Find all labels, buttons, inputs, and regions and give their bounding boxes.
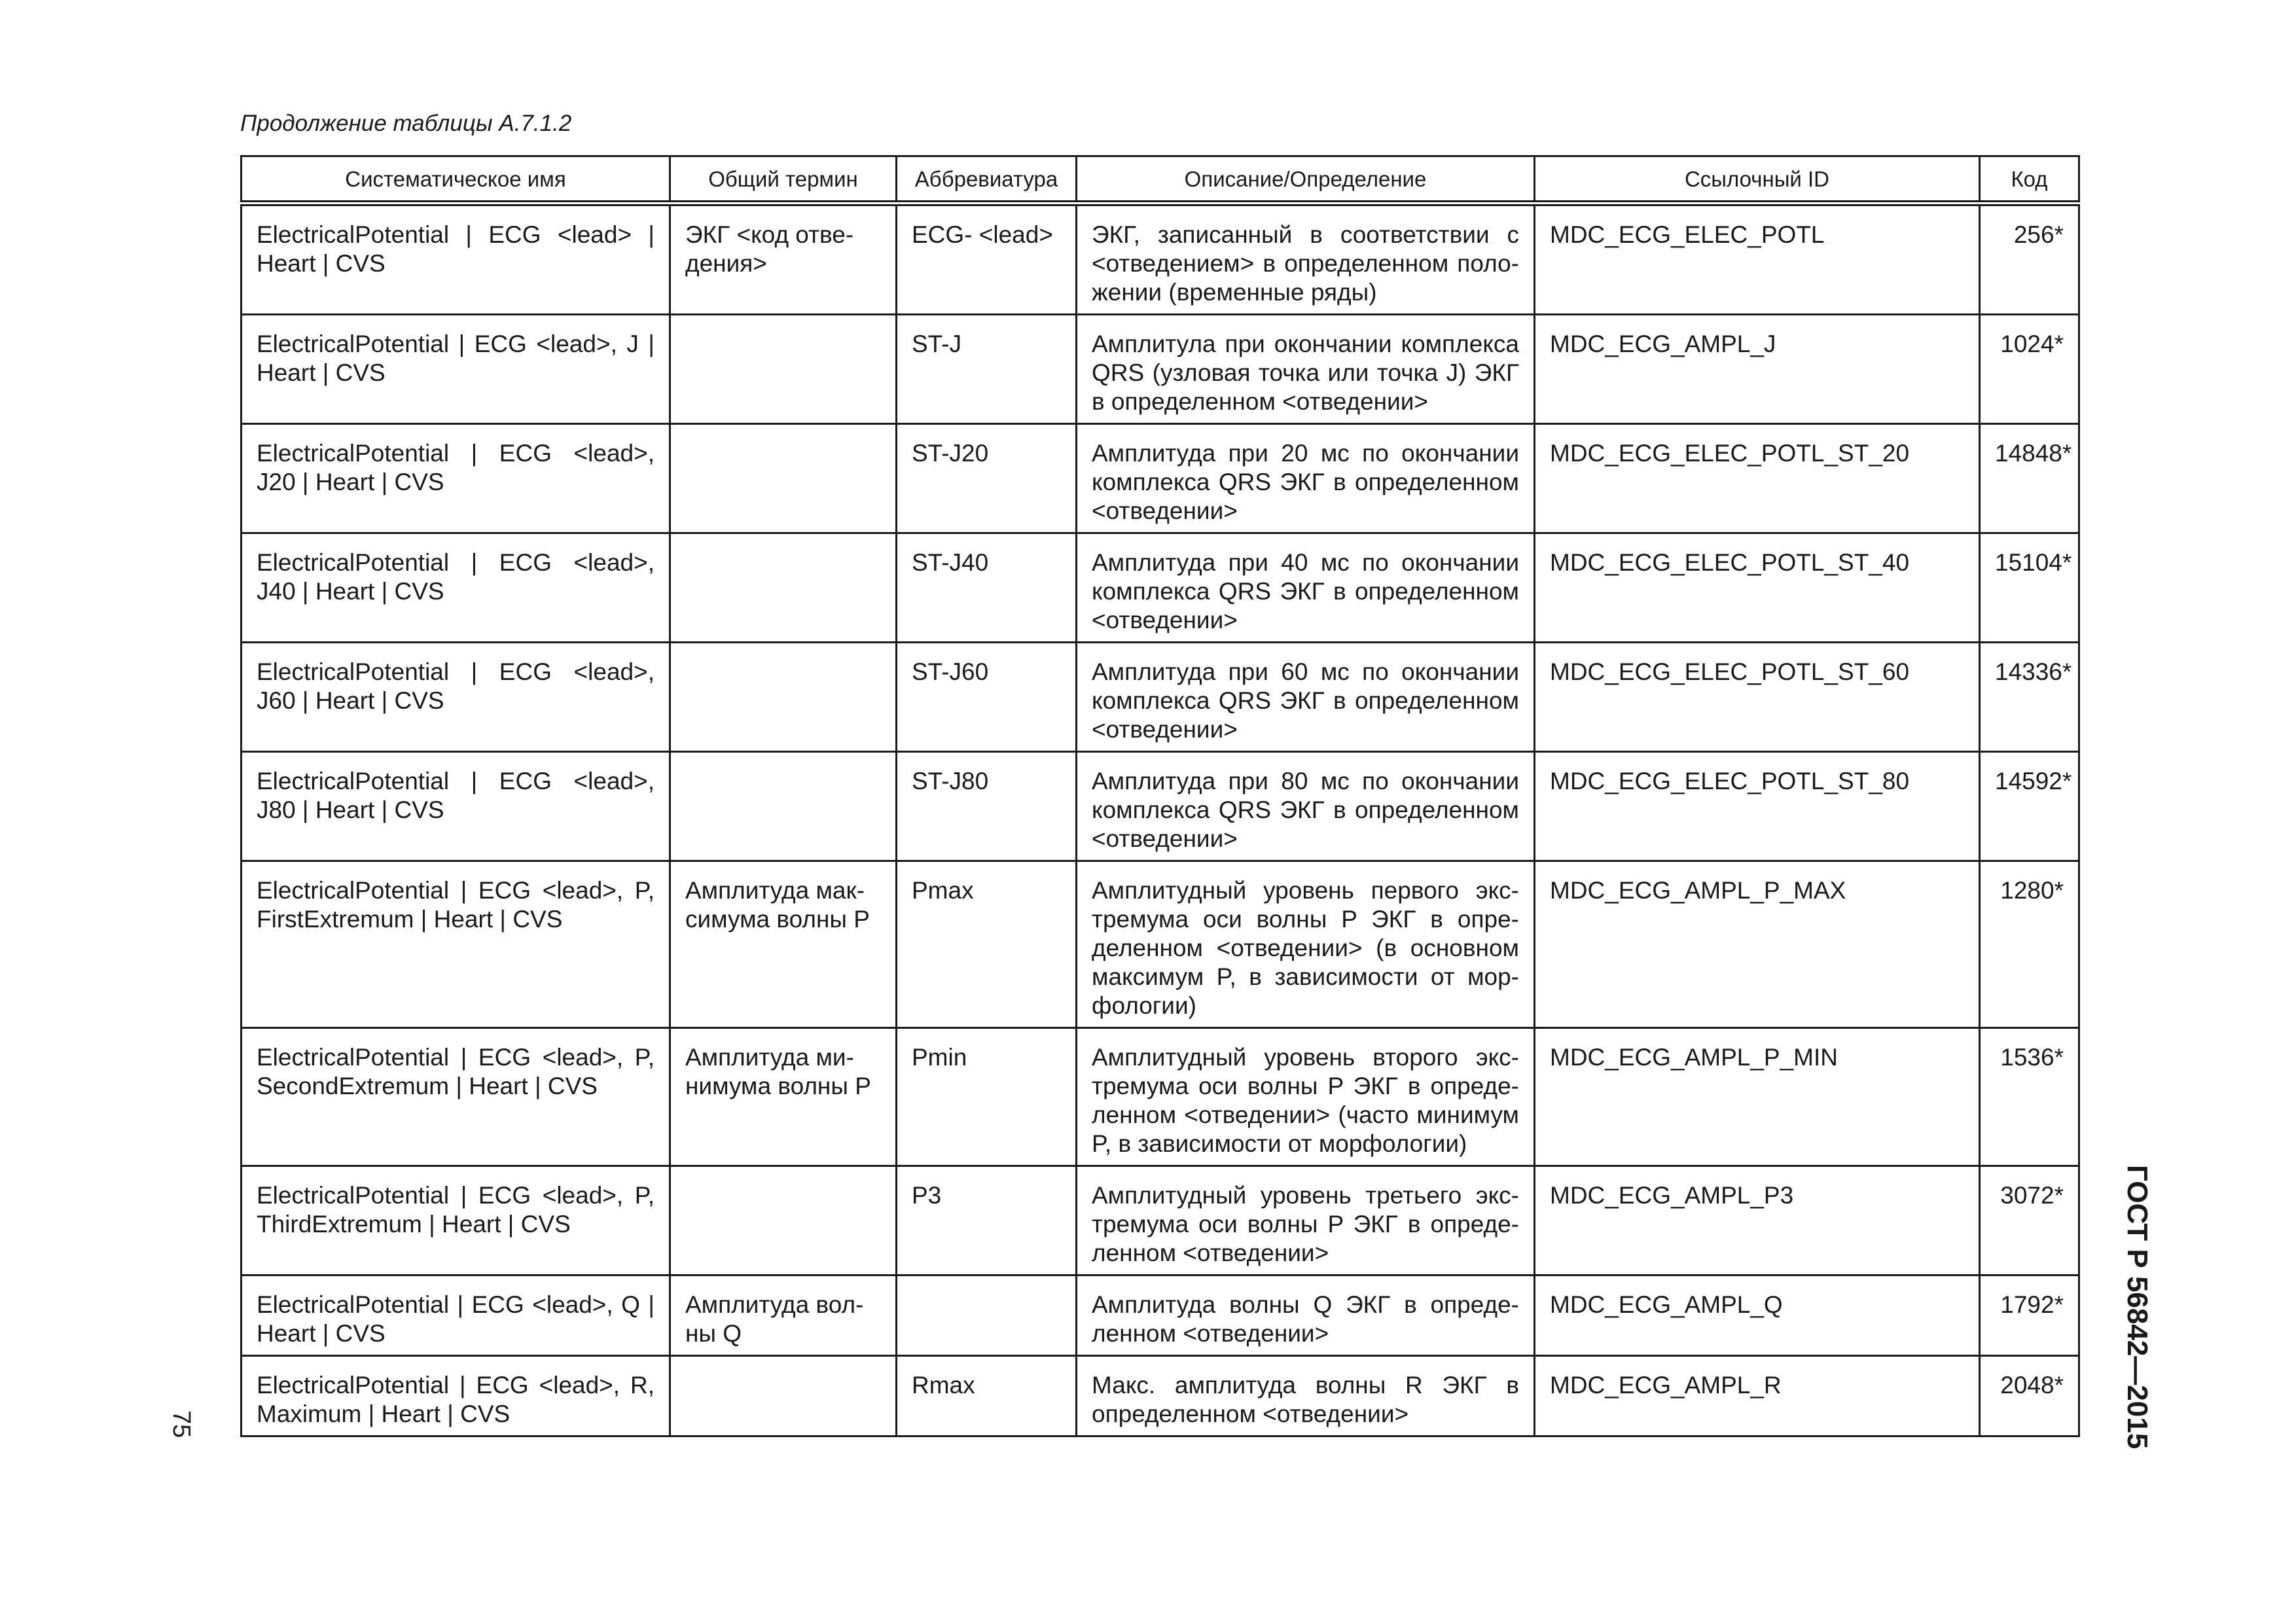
header-description: Описание/Определение	[1077, 156, 1535, 204]
table-row	[242, 1275, 2079, 1356]
table-row	[242, 861, 2079, 1028]
cell-common-term	[670, 424, 897, 533]
cell-code: 14592*	[1980, 752, 2079, 861]
cell-systematic-name: ElectricalPotential | ECG <lead>, J | Heart | CVS	[242, 315, 670, 424]
cell-abbreviation	[897, 1275, 1077, 1356]
cell-systematic-name: ElectricalPotential | ECG <lead> | Heart | CVS	[242, 204, 670, 315]
cell-description: Амплитудный уровень второго экс-тремума оси волны P ЭКГ в опреде-ленном <отведении> (часто минимум P, в зависимости от морфологии)	[1077, 1028, 1535, 1166]
cell-abbreviation: ST-J20	[897, 424, 1077, 533]
cell-common-term	[670, 315, 897, 424]
cell-reference-id: MDC_ECG_ELEC_POTL_ST_40	[1535, 533, 1980, 643]
cell-systematic-name: ElectricalPotential | ECG <lead>, J60 | Heart | CVS	[242, 643, 670, 752]
header-reference-id: Ссылочный ID	[1535, 156, 1980, 204]
table-header-row	[242, 156, 2079, 204]
table-row	[242, 1028, 2079, 1166]
cell-code: 1536*	[1980, 1028, 2079, 1166]
cell-common-term	[670, 752, 897, 861]
standard-identifier: ГОСТ Р 56842—2015	[2121, 1165, 2153, 1450]
cell-abbreviation: Rmax	[897, 1356, 1077, 1436]
cell-description: Амплитудный уровень третьего экс-тремума оси волны P ЭКГ в опреде-ленном <отведении>	[1077, 1166, 1535, 1275]
cell-description: Амплитуда при 80 мс по окончании комплекса QRS ЭКГ в определенном <отведении>	[1077, 752, 1535, 861]
cell-description: Амплитуда волны Q ЭКГ в опреде-ленном <отведении>	[1077, 1275, 1535, 1356]
cell-description: Амплитуда при 60 мс по окончании комплекса QRS ЭКГ в определенном <отведении>	[1077, 643, 1535, 752]
cell-reference-id: MDC_ECG_AMPL_R	[1535, 1356, 1980, 1436]
cell-abbreviation: Pmax	[897, 861, 1077, 1028]
cell-abbreviation: ST-J60	[897, 643, 1077, 752]
cell-systematic-name: ElectricalPotential | ECG <lead>, R, Maximum | Heart | CVS	[242, 1356, 670, 1436]
cell-common-term: Амплитуда ми-нимума волны P	[670, 1028, 897, 1166]
cell-description: Амплитула при окончании комплекса QRS (узловая точка или точка J) ЭКГ в определенном <отведении>	[1077, 315, 1535, 424]
table-row	[242, 204, 2079, 315]
cell-reference-id: MDC_ECG_AMPL_J	[1535, 315, 1980, 424]
cell-code: 2048*	[1980, 1356, 2079, 1436]
cell-common-term: ЭКГ <код отве-дения>	[670, 204, 897, 315]
cell-code: 1024*	[1980, 315, 2079, 424]
header-code: Код	[1980, 156, 2079, 204]
table-row	[242, 315, 2079, 424]
cell-systematic-name: ElectricalPotential | ECG <lead>, J40 | Heart | CVS	[242, 533, 670, 643]
cell-systematic-name: ElectricalPotential | ECG <lead>, J80 | Heart | CVS	[242, 752, 670, 861]
cell-systematic-name: ElectricalPotential | ECG <lead>, P, ThirdExtremum | Heart | CVS	[242, 1166, 670, 1275]
cell-description: Макс. амплитуда волны R ЭКГ в определенном <отведении>	[1077, 1356, 1535, 1436]
header-abbreviation: Аббревиатура	[897, 156, 1077, 204]
cell-systematic-name: ElectricalPotential | ECG <lead>, P, FirstExtremum | Heart | CVS	[242, 861, 670, 1028]
cell-systematic-name: ElectricalPotential | ECG <lead>, J20 | Heart | CVS	[242, 424, 670, 533]
cell-abbreviation: Pmin	[897, 1028, 1077, 1166]
cell-code: 14336*	[1980, 643, 2079, 752]
cell-common-term: Амплитуда вол-ны Q	[670, 1275, 897, 1356]
table-row	[242, 424, 2079, 533]
table-caption: Продолжение таблицы А.7.1.2	[240, 111, 572, 136]
cell-common-term	[670, 1356, 897, 1436]
table-row	[242, 1166, 2079, 1275]
cell-abbreviation: P3	[897, 1166, 1077, 1275]
cell-abbreviation: ECG- <lead>	[897, 204, 1077, 315]
cell-reference-id: MDC_ECG_AMPL_P3	[1535, 1166, 1980, 1275]
table-row	[242, 1356, 2079, 1436]
page-number: 75	[168, 1410, 195, 1438]
table-row	[242, 533, 2079, 643]
cell-description: Амплитудный уровень первого экс-тремума оси волны P ЭКГ в опре-деленном <отведении> (в основном максимум P, в зависимости от мор-фологии)	[1077, 861, 1535, 1028]
cell-abbreviation: ST-J40	[897, 533, 1077, 643]
header-common-term: Общий термин	[670, 156, 897, 204]
cell-description: Амплитуда при 20 мс по окончании комплекса QRS ЭКГ в определенном <отведении>	[1077, 424, 1535, 533]
cell-description: ЭКГ, записанный в соответствии с <отведением> в определенном поло-жении (временные ряды)	[1077, 204, 1535, 315]
table-row	[242, 643, 2079, 752]
cell-reference-id: MDC_ECG_AMPL_P_MIN	[1535, 1028, 1980, 1166]
cell-common-term	[670, 533, 897, 643]
cell-reference-id: MDC_ECG_ELEC_POTL_ST_60	[1535, 643, 1980, 752]
cell-common-term	[670, 1166, 897, 1275]
cell-systematic-name: ElectricalPotential | ECG <lead>, Q | Heart | CVS	[242, 1275, 670, 1356]
cell-systematic-name: ElectricalPotential | ECG <lead>, P, SecondExtremum | Heart | CVS	[242, 1028, 670, 1166]
cell-reference-id: MDC_ECG_AMPL_Q	[1535, 1275, 1980, 1356]
cell-reference-id: MDC_ECG_ELEC_POTL_ST_80	[1535, 752, 1980, 861]
cell-reference-id: MDC_ECG_ELEC_POTL	[1535, 204, 1980, 315]
cell-code: 15104*	[1980, 533, 2079, 643]
cell-code: 256*	[1980, 204, 2079, 315]
cell-description: Амплитуда при 40 мс по окончании комплекса QRS ЭКГ в определенном <отведении>	[1077, 533, 1535, 643]
cell-reference-id: MDC_ECG_ELEC_POTL_ST_20	[1535, 424, 1980, 533]
cell-code: 1792*	[1980, 1275, 2079, 1356]
cell-code: 1280*	[1980, 861, 2079, 1028]
cell-common-term	[670, 643, 897, 752]
data-table	[240, 155, 2080, 1437]
cell-common-term: Амплитуда мак-симума волны P	[670, 861, 897, 1028]
cell-abbreviation: ST-J80	[897, 752, 1077, 861]
cell-reference-id: MDC_ECG_AMPL_P_MAX	[1535, 861, 1980, 1028]
cell-code: 14848*	[1980, 424, 2079, 533]
cell-abbreviation: ST-J	[897, 315, 1077, 424]
cell-code: 3072*	[1980, 1166, 2079, 1275]
header-systematic-name: Систематическое имя	[242, 156, 670, 204]
table-row	[242, 752, 2079, 861]
